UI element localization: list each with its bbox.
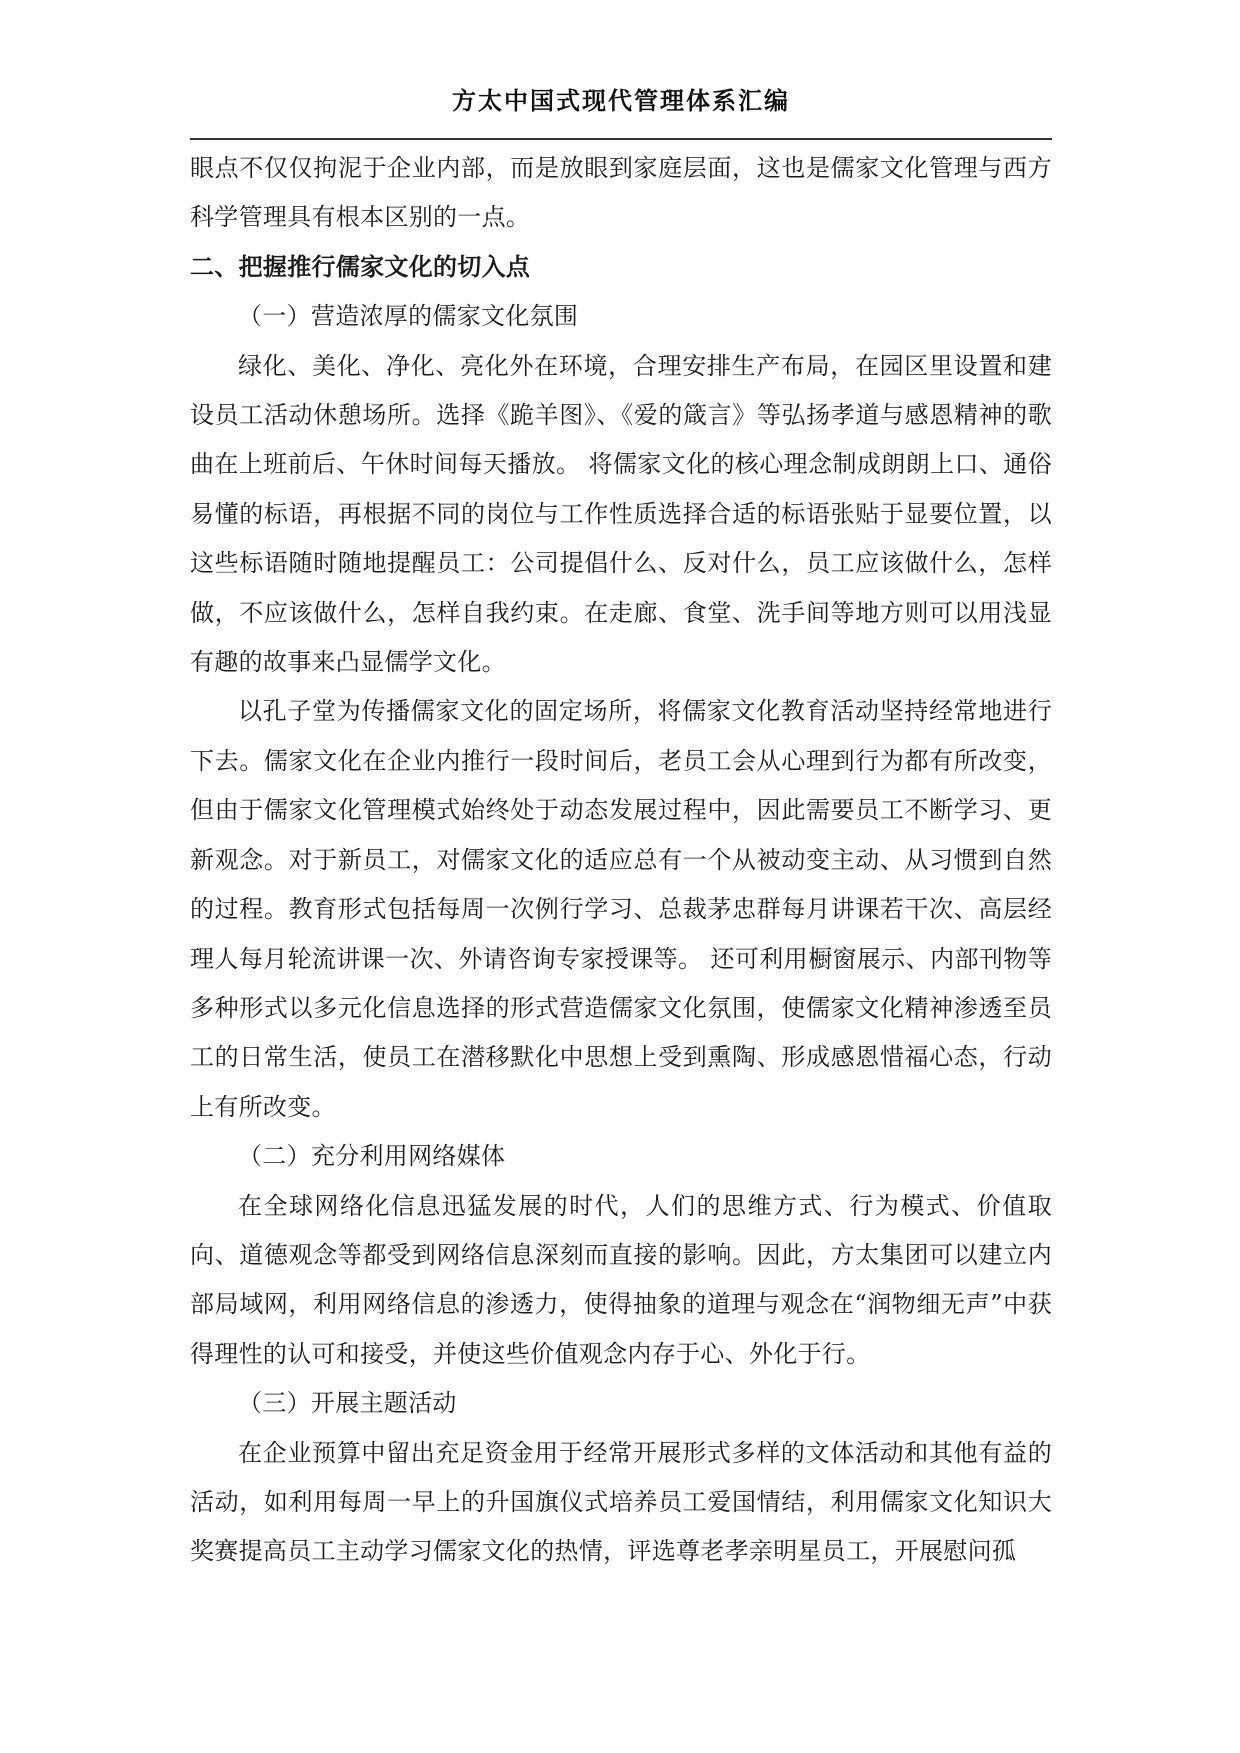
subsection-heading-2: （二）充分利用网络媒体 bbox=[238, 1142, 506, 1171]
header-divider bbox=[190, 138, 1052, 140]
intro-paragraph: 眼点不仅仅拘泥于企业内部，而是放眼到家庭层面，这也是儒家文化管理与西方科学管理具有根本区别的一点。 bbox=[190, 154, 1052, 232]
body-paragraph: 在企业预算中留出充足资金用于经常开展形式多样的文体活动和其他有益的活动，如利用每周一早上的升国旗仪式培养员工爱国情结，利用儒家文化知识大奖赛提高员工主动学习儒家文化的热情，评选尊老孝亲明星员工，开展慰问孤 bbox=[190, 1438, 1052, 1566]
subsection-heading-1: （一）营造浓厚的儒家文化氛围 bbox=[238, 302, 579, 331]
page-header-title: 方太中国式现代管理体系汇编 bbox=[452, 86, 790, 115]
document-body bbox=[190, 144, 1052, 1577]
body-paragraph: 在全球网络化信息迅猛发展的时代，人们的思维方式、行为模式、价值取向、道德观念等都受到网络信息深刻而直接的影响。因此，方太集团可以建立内部局域网，利用网络信息的渗透力，使得抽象的道理与观念在“润物细无声”中获得理性的认可和接受，并使这些价值观念内存于心、外化于行。 bbox=[190, 1191, 1052, 1368]
body-paragraph: 绿化、美化、净化、亮化外在环境，合理安排生产布局，在园区里设置和建设员工活动休憩场所。选择《跪羊图》、《爱的箴言》等弘扬孝道与感恩精神的歌曲在上班前后、午休时间每天播放。 将儒家文化的核心理念制成朗朗上口、通俗易懂的标语，再根据不同的岗位与工作性质选择合适的标语张贴于显要位置，以这些标语随时随地提醒员工：公司提倡什么、反对什么，员工应该做什么，怎样做，不应该做什么，怎样自我约束。在走廊、食堂、洗手间等地方则可以用浅显有趣的故事来凸显儒学文化。 bbox=[190, 351, 1052, 677]
subsection-heading-3: （三）开展主题活动 bbox=[238, 1389, 457, 1418]
section-heading: 二、把握推行儒家文化的切入点 bbox=[190, 252, 531, 281]
body-paragraph: 以孔子堂为传播儒家文化的固定场所，将儒家文化教育活动坚持经常地进行下去。儒家文化在企业内推行一段时间后，老员工会从心理到行为都有所改变，但由于儒家文化管理模式始终处于动态发展过程中，因此需要员工不断学习、更新观念。对于新员工，对儒家文化的适应总有一个从被动变主动、从习惯到自然的过程。教育形式包括每周一次例行学习、总裁茅忠群每月讲课若干次、高层经理人每月轮流讲课一次、外请咨询专家授课等。 还可利用橱窗展示、内部刊物等多种形式以多元化信息选择的形式营造儒家文化氛围，使儒家文化精神渗透至员工的日常生活，使员工在潜移默化中思想上受到熏陶、形成感恩惜福心态，行动上有所改变。 bbox=[190, 697, 1052, 1121]
